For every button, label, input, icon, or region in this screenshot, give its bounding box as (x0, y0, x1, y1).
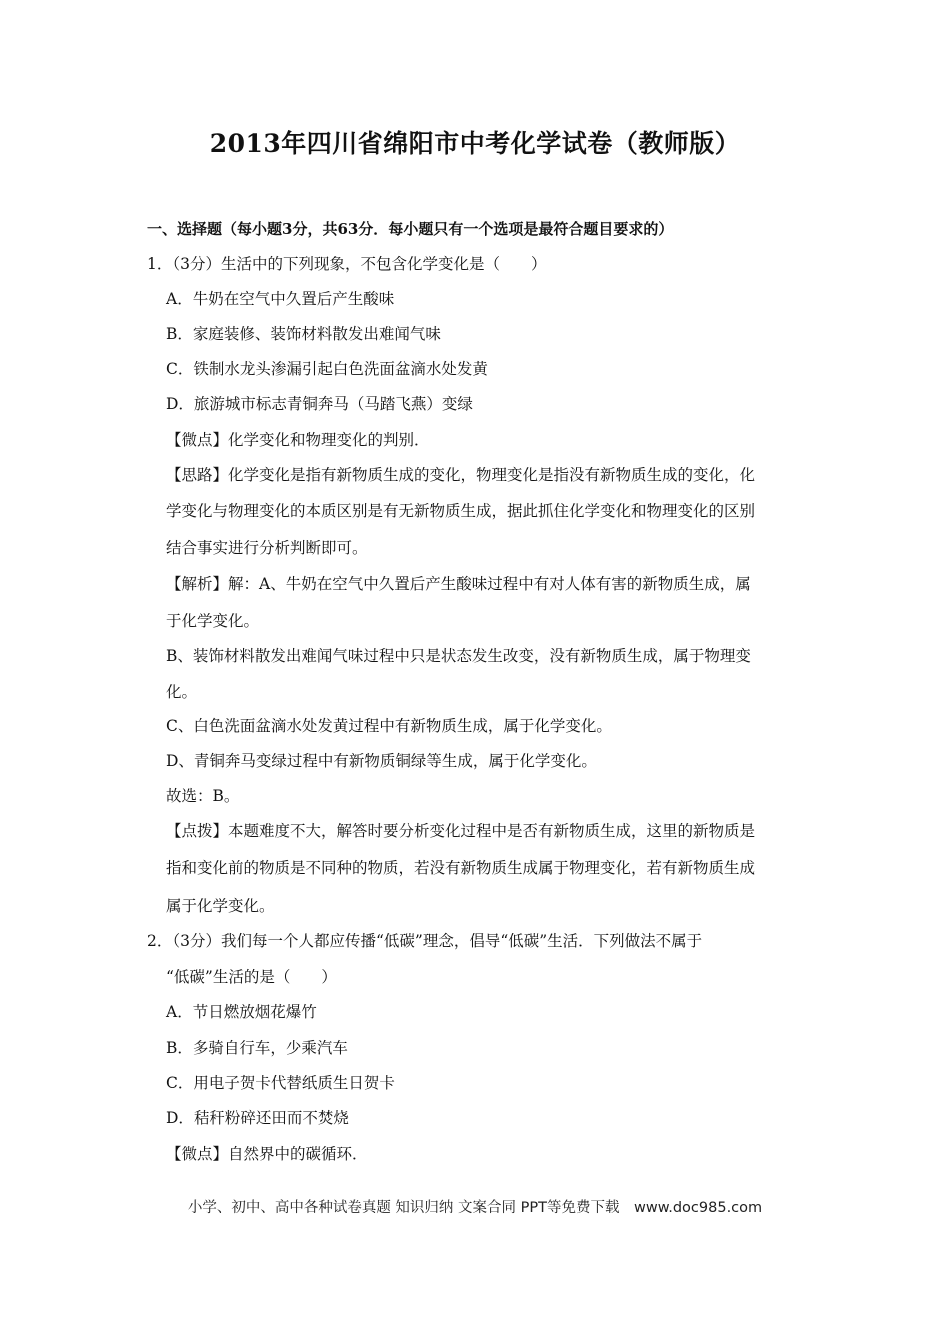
question-2-stem: 2．（3分）我们每一个人都应传播“低碳”理念，倡导“低碳”生活．下列做法不属于 (147, 932, 703, 950)
section-header: 一、选择题（每小题3分，共63分．每小题只有一个选项是最符合题目要求的） (147, 220, 674, 238)
question-1-jiexi-line: D、青铜奔马变绿过程中有新物质铜绿等生成，属于化学变化。 (166, 752, 597, 770)
question-1-option-a: A．牛奶在空气中久置后产生酸味 (166, 290, 395, 308)
question-1-jiexi-line: 于化学变化。 (166, 612, 260, 630)
question-2-option-c: C．用电子贺卡代替纸质生日贺卡 (166, 1074, 395, 1092)
question-1-dianbo-line: 【点拨】本题难度不大，解答时要分析变化过程中是否有新物质生成，这里的新物质是 (166, 822, 756, 840)
question-1-dianbo-line: 指和变化前的物质是不同种的物质，若没有新物质生成属于物理变化，若有新物质生成 (166, 859, 756, 877)
question-1-jiexi-line: 【解析】解：A、牛奶在空气中久置后产生酸味过程中有对人体有害的新物质生成，属 (166, 575, 751, 593)
question-2-weidian: 【微点】自然界中的碳循环． (166, 1145, 368, 1163)
question-1-dianbo-line: 属于化学变化。 (166, 897, 275, 915)
question-1-silu-line: 学变化与物理变化的本质区别是有无新物质生成，据此抓住化学变化和物理变化的区别 (166, 502, 756, 520)
question-1-answer: 故选：B。 (166, 787, 240, 805)
document-title: 2013年四川省绵阳市中考化学试卷（教师版） (209, 129, 741, 158)
question-1-silu-line: 【思路】化学变化是指有新物质生成的变化，物理变化是指没有新物质生成的变化，化 (166, 466, 756, 484)
question-1-jiexi-line: B、装饰材料散发出难闻气味过程中只是状态发生改变，没有新物质生成，属于物理变 (166, 647, 751, 665)
question-1-option-d: D．旅游城市标志青铜奔马（马踏飞燕）变绿 (166, 395, 473, 413)
question-1-silu-line: 结合事实进行分析判断即可。 (166, 539, 368, 557)
question-2-option-a: A．节日燃放烟花爆竹 (166, 1003, 317, 1021)
question-2-stem: “低碳”生活的是（ ） (166, 968, 337, 986)
question-1-weidian: 【微点】化学变化和物理变化的判别． (166, 431, 430, 449)
question-1-option-b: B．家庭装修、装饰材料散发出难闻气味 (166, 325, 441, 343)
footer-ad: 小学、初中、高中各种试卷真题 知识归纳 文案合同 PPT等免费下载 www.doc985.com (187, 1200, 763, 1216)
question-1-option-c: C．铁制水龙头渗漏引起白色洗面盆滴水处发黄 (166, 360, 488, 378)
question-1-jiexi-line: C、白色洗面盆滴水处发黄过程中有新物质生成，属于化学变化。 (166, 717, 612, 735)
question-1-jiexi-line: 化。 (166, 683, 198, 701)
question-2-option-b: B．多骑自行车，少乘汽车 (166, 1039, 348, 1057)
question-1-stem: 1．（3分）生活中的下列现象，不包含化学变化是（ ） (147, 255, 547, 273)
question-2-option-d: D．秸秆粉碎还田而不焚烧 (166, 1109, 349, 1127)
